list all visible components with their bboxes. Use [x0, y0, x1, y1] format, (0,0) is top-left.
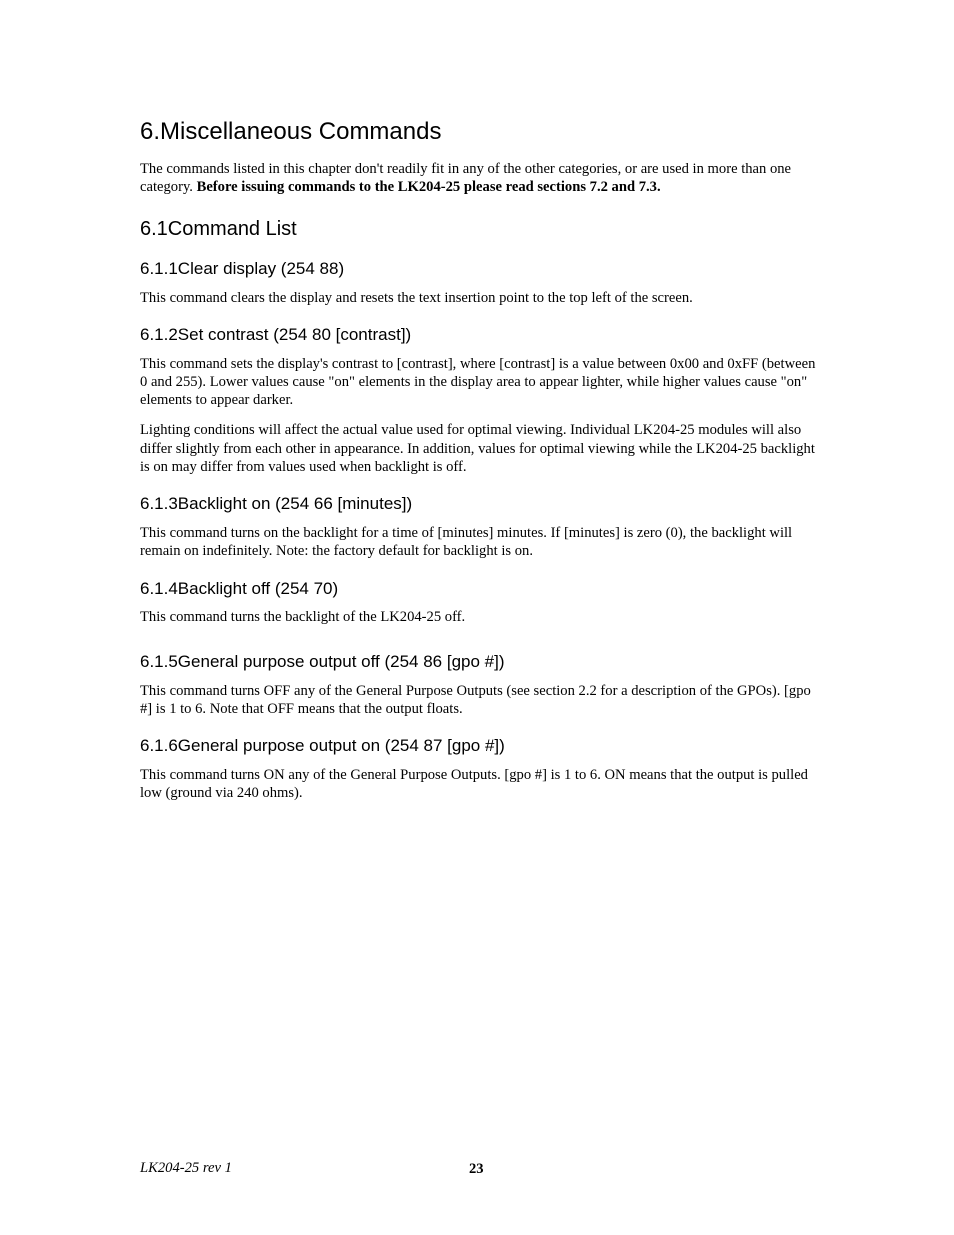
- subsection-paragraph: This command turns on the backlight for a time of [minutes] minutes. If [minutes] is zero (0), the backlight will remain on indefinitely. Note: the factory default for backlight is on.: [140, 524, 793, 560]
- subsection-paragraph: This command turns the backlight of the LK204-25 off.: [140, 609, 466, 626]
- subsection-paragraph: This command turns ON any of the General Purpose Outputs. [gpo #] is 1 to 6. ON means that the output is pulled low (ground via 240 ohms).: [140, 767, 808, 802]
- subsection-paragraph: Lighting conditions will affect the actual value used for optimal viewing. Individual LK204-25 modules will also differ slightly from each other in appearance. In addition, values for optimal viewing while the LK204-25 backlight is on may differ from values used when backlight is off.: [140, 422, 815, 476]
- footer-doc-label: LK204-25 rev 1: [140, 1160, 232, 1176]
- chapter-intro-text: The commands listed in this chapter don't readily fit in any of the other categories, or are used in more than one category.: [140, 160, 792, 195]
- subsection-title: 6.1.5General purpose output off (254 86 [gpo #]): [140, 652, 505, 672]
- footer-page-number: 23: [469, 1161, 484, 1177]
- subsection-title: 6.1.2Set contrast (254 80 [contrast]): [140, 325, 412, 345]
- subsection-paragraph: This command clears the display and resets the text insertion point to the top left of the screen.: [140, 289, 693, 306]
- subsection-title: 6.1.3Backlight on (254 66 [minutes]): [140, 494, 413, 514]
- chapter-intro-bold: Before issuing commands to the LK204-25 please read sections 7.2 and 7.3.: [196, 178, 661, 195]
- subsection-title: 6.1.1Clear display (254 88): [140, 259, 345, 279]
- document-page: [140, 118, 820, 815]
- chapter-title: 6.Miscellaneous Commands: [140, 118, 442, 145]
- subsection-paragraph: This command turns OFF any of the General Purpose Outputs (see section 2.2 for a description of the GPOs). [gpo #] is 1 to 6. Note that OFF means that the output floats.: [140, 682, 811, 718]
- subsection-title: 6.1.4Backlight off (254 70): [140, 578, 339, 598]
- subsection-title: 6.1.6General purpose output on (254 87 [gpo #]): [140, 736, 505, 756]
- subsection-paragraph: This command sets the display's contrast to [contrast], where [contrast] is a value between 0x00 and 0xFF (between 0 and 255). Lower values cause "on" elements in the display area to appear lighter, while higher values cause "on" elements to appear darker.: [140, 355, 816, 409]
- section-title: 6.1Command List: [140, 218, 297, 241]
- chapter-intro: [140, 160, 820, 197]
